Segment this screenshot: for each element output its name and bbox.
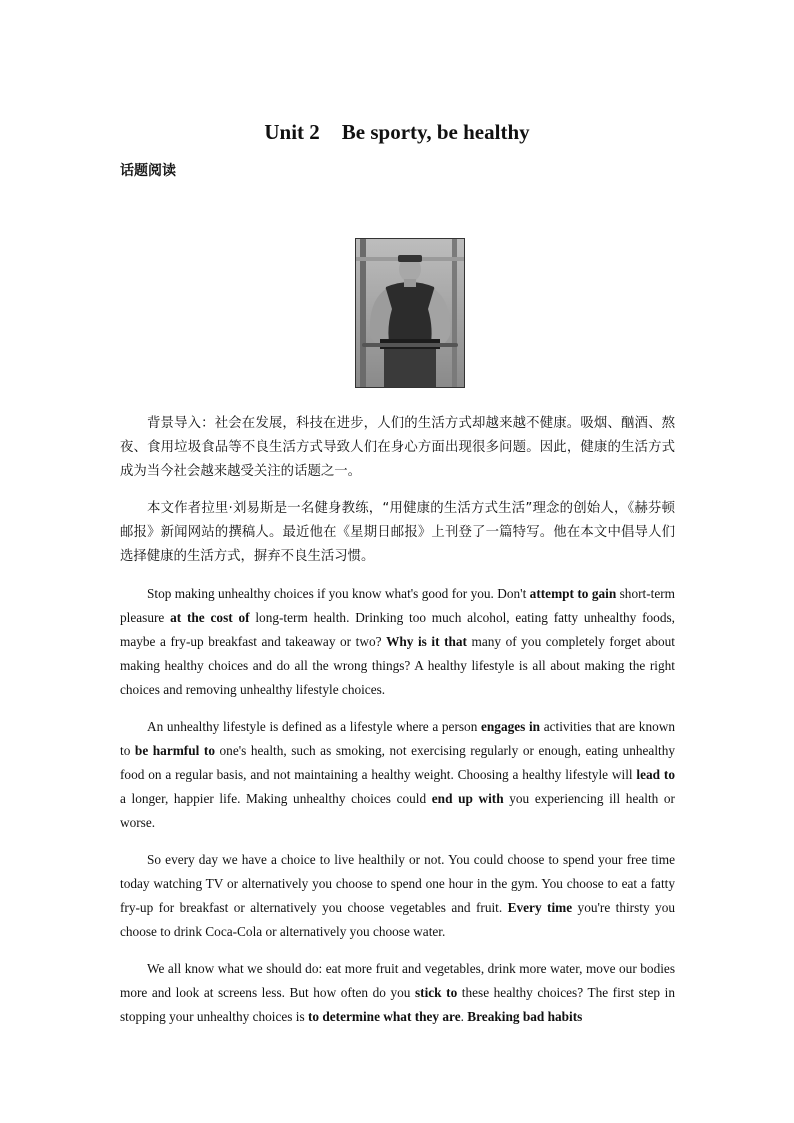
key-phrase: Every time: [507, 900, 573, 915]
article-paragraph-2: An unhealthy lifestyle is defined as a lifestyle where a person engages in activities that are known to be harmful to one's health, such as smoking, not exercising regularly or enough, eating unhealthy food on a regular basis, and not maintaining a healthy weight. Choosing a healthy lifestyle will lead to a longer, happier life. Making unhealthy choices could end up with you experiencing ill health or worse.: [120, 719, 676, 830]
key-phrase: Breaking bad habits: [467, 1009, 583, 1024]
key-phrase: to determine what they are: [307, 1009, 461, 1024]
section-label: 话题阅读: [120, 163, 176, 179]
intro-author-paragraph: 本文作者拉里·刘易斯是一名健身教练，“用健康的生活方式生活”理念的创始人，《赫芬顿邮报》新闻网站的撰稿人。最近他在《星期日邮报》上刊登了一篇特写。他在本文中倡导人们选择健康的生活方式，摒弃不良生活习惯。: [120, 501, 675, 564]
key-phrase: at the cost of: [170, 610, 250, 625]
key-phrase: Why is it that: [386, 634, 467, 649]
unit-label: Unit 2: [264, 120, 320, 144]
key-phrase: be harmful to: [134, 743, 215, 758]
article-paragraph-4: We all know what we should do: eat more fruit and vegetables, drink more water, move our bodies more and look at screens less. But how often do you stick to these healthy choices? The first step in stopping your unhealthy choices is to determine what they are. Breaking bad habits: [120, 961, 675, 1024]
key-phrase: stick to: [414, 985, 458, 1000]
unit-title: Be sporty, be healthy: [341, 120, 530, 144]
article-paragraph-3: So every day we have a choice to live healthily or not. You could choose to spend your free time today watching TV or alternatively you choose to spend one hour in the gym. You choose to eat a fatty fry-up for breakfast or alternatively you choose vegetables and fruit. Every time you're thirsty you choose to drink Coca-Cola or alternatively you choose water.: [120, 852, 675, 939]
key-phrase: engages in: [481, 719, 541, 734]
intro-background-paragraph: 背景导入：社会在发展，科技在进步，人们的生活方式却越来越不健康。吸烟、酗酒、熬夜、食用垃圾食品等不良生活方式导致人们在身心方面出现很多问题。因此，健康的生活方式成为当今社会越来越受关注的话题之一。: [120, 416, 675, 479]
key-phrase: attempt to gain: [529, 586, 617, 601]
article-paragraph-1: Stop making unhealthy choices if you know what's good for you. Don't attempt to gain short-term pleasure at the cost of long-term health. Drinking too much alcohol, eating fatty unhealthy foods, maybe a fry-up breakfast and takeaway or two? Why is it that many of you completely forget about making healthy choices and do all the wrong things? A healthy lifestyle is all about making the right choices and removing unhealthy lifestyle choices.: [120, 586, 676, 697]
key-phrase: lead to: [636, 767, 675, 782]
bodybuilder-illustration: [356, 239, 464, 387]
key-phrase: end up with: [431, 791, 504, 806]
page-title: [0, 120, 794, 145]
bodybuilder-photo: [355, 238, 465, 388]
